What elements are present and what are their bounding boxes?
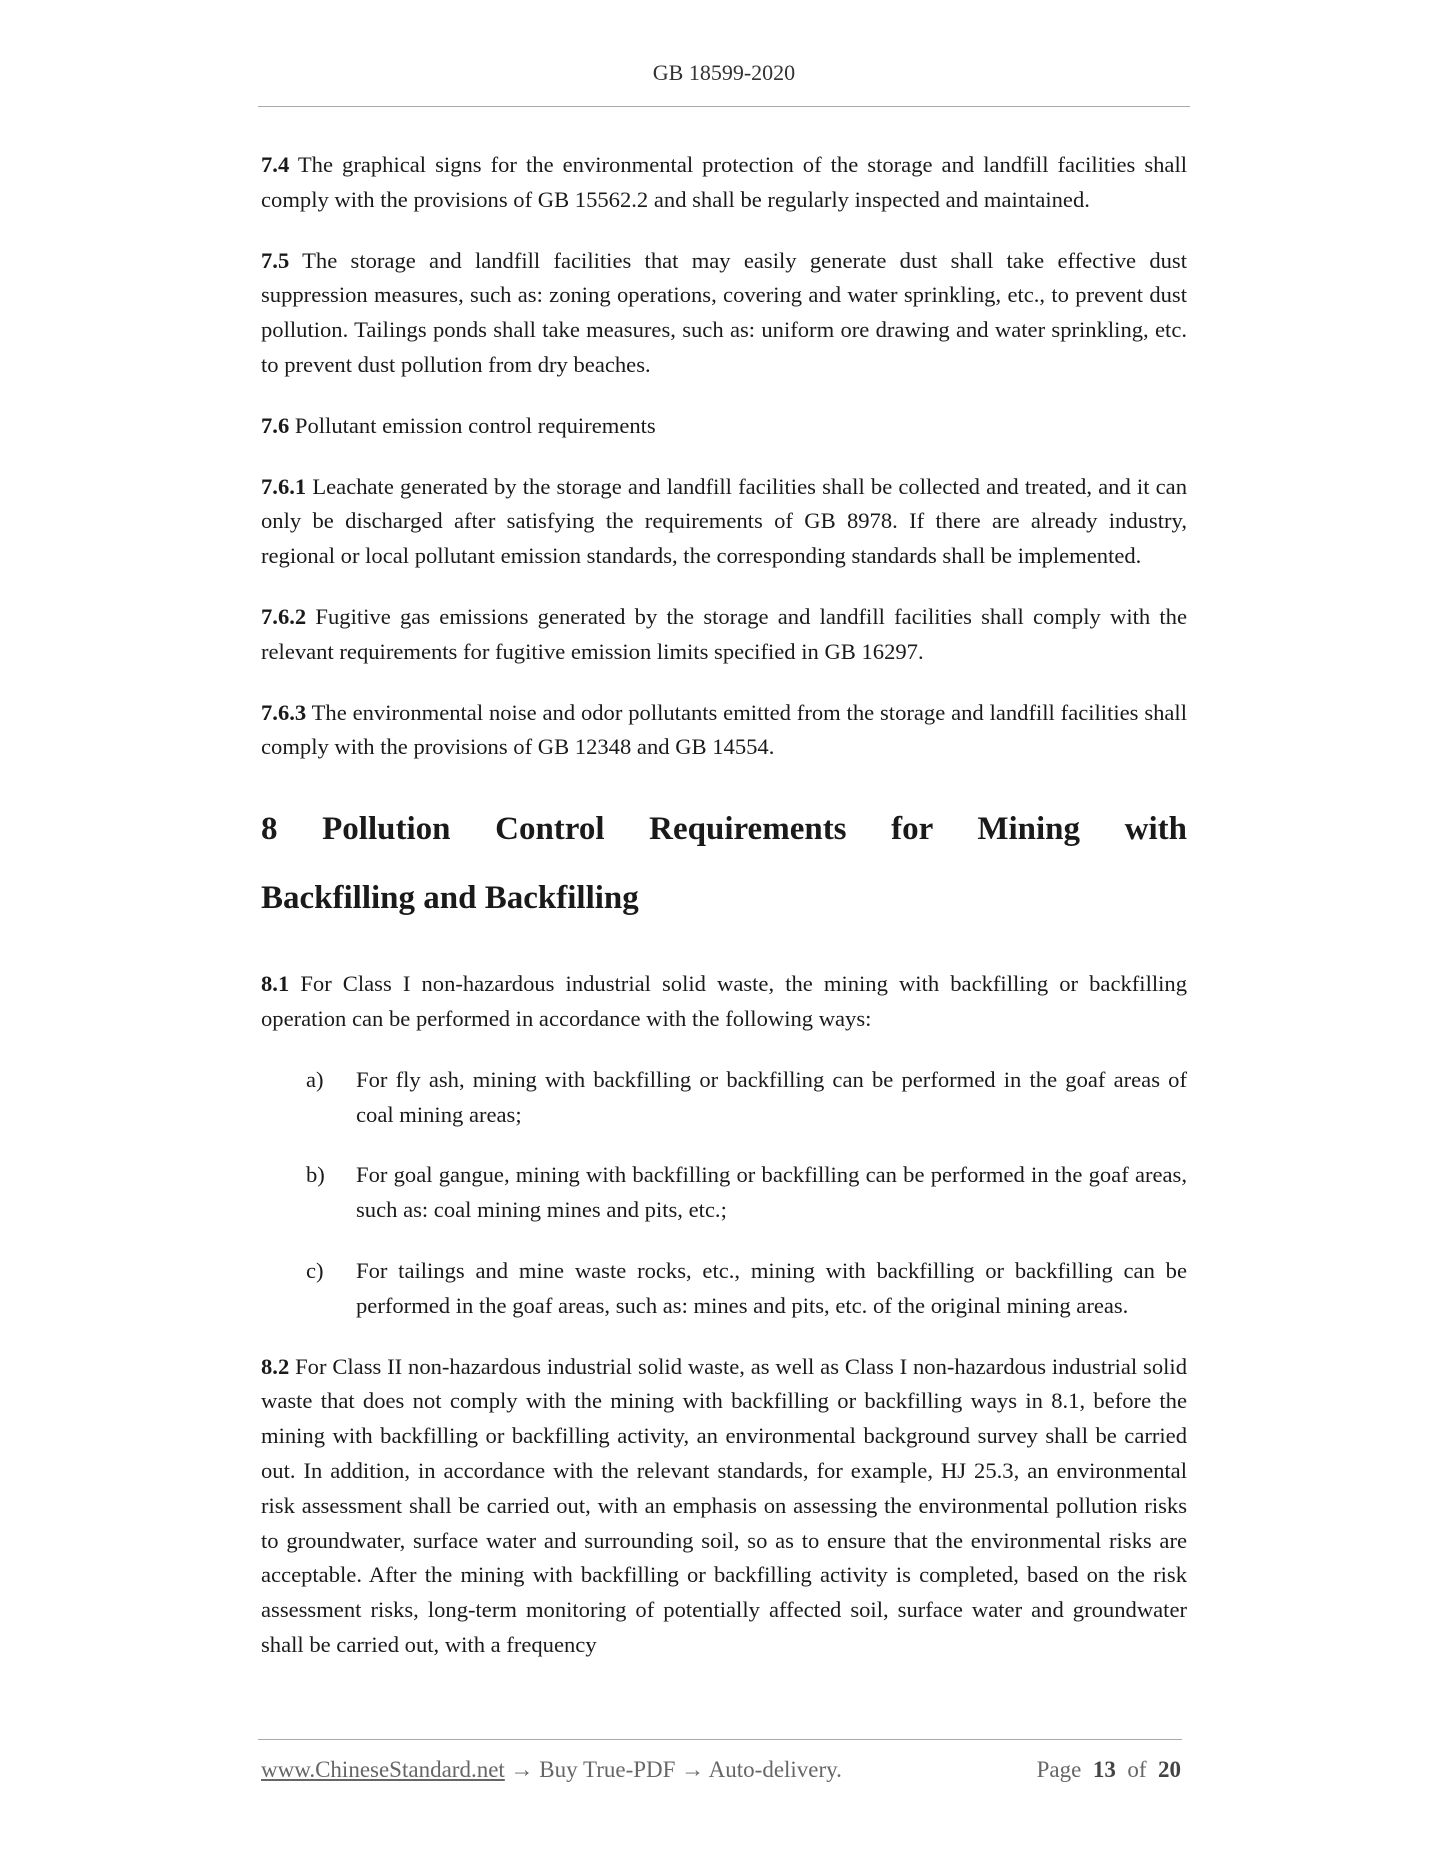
list-item-text: For goal gangue, mining with backfilling or backfilling can be performed in the goaf areas, such as: coal mining mines and pits, etc.; <box>356 1162 1187 1223</box>
list-marker: c) <box>306 1257 324 1283</box>
of-label: of <box>1127 1757 1147 1782</box>
footer-left <box>261 1757 842 1783</box>
list-marker: b) <box>306 1162 325 1188</box>
clause-number: 7.4 <box>261 152 290 177</box>
page-total: 20 <box>1158 1757 1181 1782</box>
clause-8-2 <box>261 1350 1187 1663</box>
page-footer <box>261 1757 1181 1783</box>
list-item-text: For tailings and mine waste rocks, etc., mining with backfilling or backfilling can be performed in the goaf areas, such as: mines and pits, etc. of the original mining areas. <box>356 1257 1187 1318</box>
clause-8-1 <box>261 967 1187 1037</box>
footer-divider <box>258 1739 1182 1740</box>
site-link[interactable]: www.ChineseStandard.net <box>261 1757 505 1782</box>
clause-number: 8.2 <box>261 1353 290 1379</box>
clause-number: 7.6.2 <box>261 603 307 629</box>
document-body <box>261 148 1187 1689</box>
page-number: 13 <box>1092 1757 1116 1782</box>
clause-7-6-3 <box>261 696 1187 766</box>
clause-number: 7.6.1 <box>261 473 307 499</box>
clause-number: 7.6.3 <box>261 699 307 725</box>
header-divider <box>258 106 1190 107</box>
list-item <box>261 1063 1187 1133</box>
clause-8-1-list <box>261 1063 1187 1324</box>
clause-7-6-2 <box>261 600 1187 670</box>
clause-number: 7.6 <box>261 412 290 438</box>
page-label: Page <box>1036 1757 1082 1782</box>
clause-7-6-1 <box>261 470 1187 574</box>
clause-number: 7.5 <box>261 247 290 273</box>
section-heading-line1: 8 Pollution Control Requirements for Mining with <box>261 811 1187 848</box>
clause-text: Leachate generated by the storage and landfill facilities shall be collected and treated, and it can only be discharged after satisfying the requirements of GB 8978. If there are already industry, regional or local pollutant emission standards, the corresponding standards shall be implemented. <box>261 473 1187 569</box>
clause-text: The environmental noise and odor pollutants emitted from the storage and landfill facilities shall comply with the provisions of GB 12348 and GB 14554. <box>261 699 1187 760</box>
list-item-text: For fly ash, mining with backfilling or backfilling can be performed in the goaf areas of coal mining areas; <box>356 1066 1187 1127</box>
clause-text: Pollutant emission control requirements <box>289 412 656 438</box>
clause-text: The graphical signs for the environmental protection of the storage and landfill facilities shall comply with the provisions of GB 15562.2 and shall be regularly inspected and maintained. <box>261 152 1187 212</box>
section-heading-line2: Backfilling and Backfilling <box>261 880 639 917</box>
list-item <box>261 1254 1187 1324</box>
page-header: GB 18599-2020 <box>652 60 796 85</box>
clause-number: 8.1 <box>261 971 290 997</box>
clause-7-6 <box>261 409 1187 444</box>
clause-text: Fugitive gas emissions generated by the storage and landfill facilities shall comply with the relevant requirements for fugitive emission limits specified in GB 16297. <box>261 603 1187 664</box>
clause-text: For Class I non-hazardous industrial solid waste, the mining with backfilling or backfilling operation can be performed in accordance with the following ways: <box>261 971 1187 1031</box>
page-indicator <box>1037 1757 1181 1783</box>
clause-7-4 <box>261 148 1187 218</box>
section-8-heading <box>261 795 1187 933</box>
clause-text: For Class II non-hazardous industrial solid waste, as well as Class I non-hazardous industrial solid waste that does not comply with the mining with backfilling or backfilling ways in 8.1, before the mining with backfilling or backfilling activity, an environmental background survey shall be carried out. In addition, in accordance with the relevant standards, for example, HJ 25.3, an environmental risk assessment shall be carried out, with an emphasis on assessing the environmental pollution risks to groundwater, surface water and surrounding soil, so as to ensure that the environmental risks are acceptable. After the mining with backfilling or backfilling activity is completed, based on the risk assessment risks, long-term monitoring of potentially affected soil, surface water and groundwater shall be carried out, with a frequency <box>261 1353 1187 1657</box>
footer-purchase-text: → Buy True-PDF → Auto-delivery. <box>504 1757 842 1782</box>
clause-text: The storage and landfill facilities that may easily generate dust shall take effective dust suppression measures, such as: zoning operations, covering and water sprinkling, etc., to prevent dust pollution. Tailings ponds shall take measures, such as: uniform ore drawing and water sprinkling, etc. to prevent dust pollution from dry beaches. <box>261 247 1187 377</box>
clause-7-5 <box>261 244 1187 383</box>
list-marker: a) <box>306 1066 324 1092</box>
list-item <box>261 1158 1187 1228</box>
